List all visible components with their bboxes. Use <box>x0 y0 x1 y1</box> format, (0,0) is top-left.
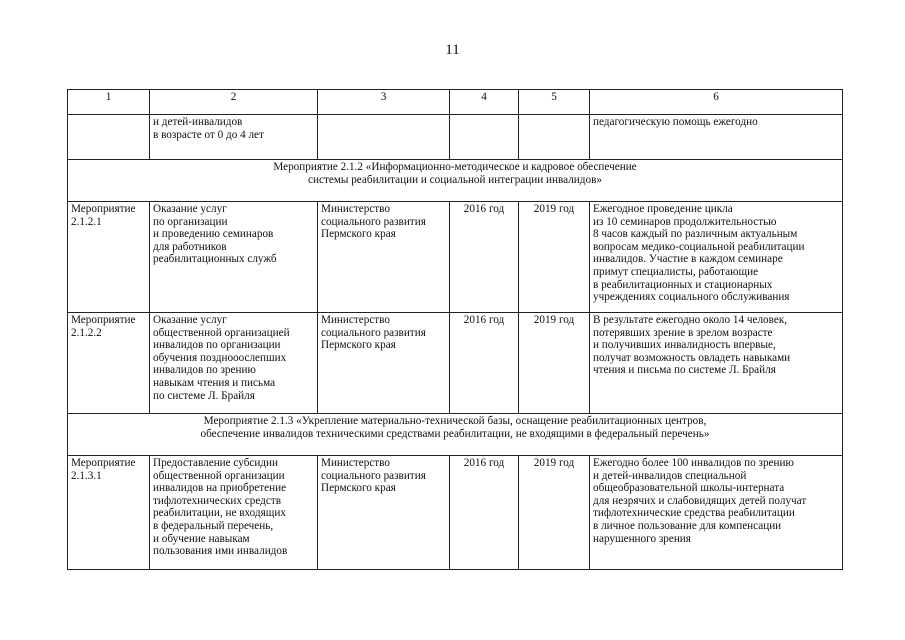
cell-id: Мероприятие 2.1.3.1 <box>68 456 150 570</box>
cell-executor: Министерство социального развития Пермского края <box>318 456 450 570</box>
table-row <box>68 202 843 313</box>
cell-executor: Министерство социального развития Пермского края <box>318 202 450 313</box>
cell-start: 2016 год <box>450 202 519 313</box>
cell-result: педагогическую помощь ежегодно <box>590 115 843 160</box>
cell-start <box>450 115 519 160</box>
header-cell: 3 <box>318 90 450 115</box>
cell-name: и детей-инвалидов в возрасте от 0 до 4 лет <box>150 115 318 160</box>
cell-name: Оказание услуг по организации и проведению семинаров для работников реабилитационных служб <box>150 202 318 313</box>
header-cell: 5 <box>519 90 590 115</box>
header-cell: 6 <box>590 90 843 115</box>
cell-start: 2016 год <box>450 313 519 414</box>
cell-end <box>519 115 590 160</box>
cell-executor <box>318 115 450 160</box>
cell-name: Предоставление субсидии общественной организации инвалидов на приобретение тифлотехнических средств реабилитации, не входящих в федеральный перечень, и обучение навыкам пользования ими инвалидов <box>150 456 318 570</box>
cell-executor: Министерство социального развития Пермского края <box>318 313 450 414</box>
table-row <box>68 313 843 414</box>
header-row <box>68 90 843 115</box>
program-table <box>67 89 843 570</box>
section-title: Мероприятие 2.1.3 «Укрепление материально-технической базы, оснащение реабилитационных центров, обеспечение инвалидов техническими средствами реабилитации, не входящими в федеральный перечень» <box>68 414 843 456</box>
cell-name: Оказание услуг общественной организацией инвалидов по организации обучения позднооослепших инвалидов по зрению навыкам чтения и письма по системе Л. Брайля <box>150 313 318 414</box>
header-cell: 2 <box>150 90 318 115</box>
cell-id: Мероприятие 2.1.2.2 <box>68 313 150 414</box>
cell-end: 2019 год <box>519 313 590 414</box>
cell-id <box>68 115 150 160</box>
header-cell: 4 <box>450 90 519 115</box>
cell-start: 2016 год <box>450 456 519 570</box>
continuation-row <box>68 115 843 160</box>
cell-id: Мероприятие 2.1.2.1 <box>68 202 150 313</box>
table-row <box>68 456 843 570</box>
section-row <box>68 160 843 202</box>
header-cell: 1 <box>68 90 150 115</box>
cell-end: 2019 год <box>519 202 590 313</box>
cell-result: В результате ежегодно около 14 человек, потерявших зрение в зрелом возрасте и получивших инвалидность впервые, получат возможность овладеть навыками чтения и письма по системе Л. Брайля <box>590 313 843 414</box>
section-title: Мероприятие 2.1.2 «Информационно-методическое и кадровое обеспечение системы реабилитации и социальной интеграции инвалидов» <box>68 160 843 202</box>
page-number: 11 <box>445 42 460 58</box>
cell-end: 2019 год <box>519 456 590 570</box>
section-row <box>68 414 843 456</box>
cell-result: Ежегодно более 100 инвалидов по зрению и детей-инвалидов специальной общеобразовательной школы-интерната для незрячих и слабовидящих детей получат тифлотехнические средства реабилитации в личное пользование для компенсации нарушенного зрения <box>590 456 843 570</box>
cell-result: Ежегодное проведение цикла из 10 семинаров продолжительностью 8 часов каждый по различным актуальным вопросам медико-социальной реабилитации инвалидов. Участие в каждом семинаре примут специалисты, работающие в реабилитационных и стационарных учреждениях социального обслуживания <box>590 202 843 313</box>
